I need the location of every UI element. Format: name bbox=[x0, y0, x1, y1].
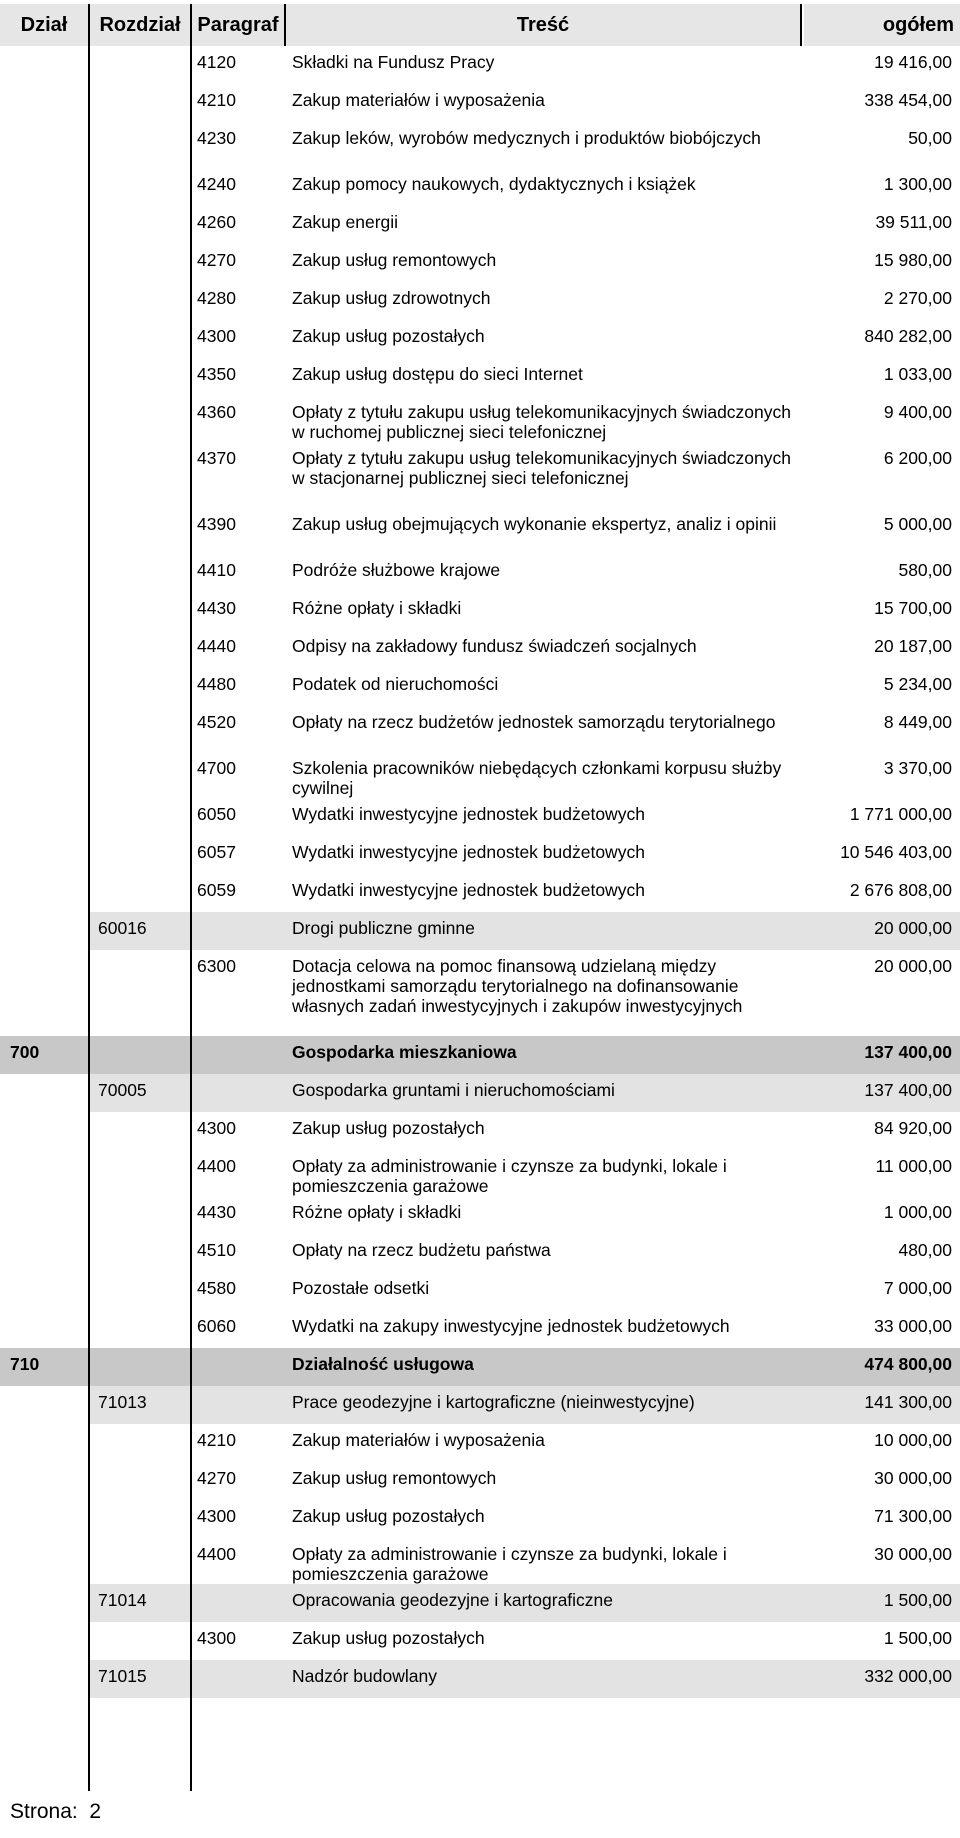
row-description: Zakup usług pozostałych bbox=[292, 1628, 485, 1648]
paragraf-code: 4300 bbox=[197, 1506, 236, 1526]
paragraf-row bbox=[0, 874, 960, 912]
paragraf-row bbox=[0, 554, 960, 592]
paragraf-code: 4120 bbox=[197, 52, 236, 72]
paragraf-row bbox=[0, 1112, 960, 1150]
rozdzial-code: 71015 bbox=[98, 1666, 147, 1686]
row-description: Zakup usług remontowych bbox=[292, 250, 497, 270]
paragraf-code: 4400 bbox=[197, 1544, 236, 1564]
paragraf-row bbox=[0, 84, 960, 122]
paragraf-code: 4300 bbox=[197, 1628, 236, 1648]
row-description: Drogi publiczne gminne bbox=[292, 918, 475, 938]
row-amount: 20 000,00 bbox=[874, 956, 952, 976]
paragraf-code: 4410 bbox=[197, 560, 236, 580]
paragraf-code: 6300 bbox=[197, 956, 236, 976]
row-description: Prace geodezyjne i kartograficzne (nieinwestycyjne) bbox=[292, 1392, 695, 1412]
row-amount: 15 700,00 bbox=[874, 598, 952, 618]
row-amount: 1 500,00 bbox=[883, 1628, 952, 1648]
row-amount: 6 200,00 bbox=[883, 448, 952, 468]
header-dzial: Dział bbox=[0, 4, 88, 46]
paragraf-code: 4700 bbox=[197, 758, 236, 778]
row-amount: 10 546 403,00 bbox=[840, 842, 952, 862]
paragraf-row bbox=[0, 1538, 960, 1584]
row-description: Wydatki inwestycyjne jednostek budżetowych bbox=[292, 842, 645, 862]
paragraf-row bbox=[0, 668, 960, 706]
row-amount: 11 000,00 bbox=[875, 1156, 952, 1176]
row-description: Zakup usług zdrowotnych bbox=[292, 288, 491, 308]
paragraf-code: 4260 bbox=[197, 212, 236, 232]
paragraf-row bbox=[0, 122, 960, 168]
row-description: Zakup leków, wyrobów medycznych i produktów biobójczych bbox=[292, 128, 761, 148]
paragraf-code: 4440 bbox=[197, 636, 236, 656]
row-amount: 3 370,00 bbox=[883, 758, 952, 778]
rozdzial-code: 71013 bbox=[98, 1392, 147, 1412]
rozdzial-row bbox=[0, 1584, 960, 1622]
row-description: Zakup pomocy naukowych, dydaktycznych i książek bbox=[292, 174, 696, 194]
row-description: Wydatki inwestycyjne jednostek budżetowych bbox=[292, 880, 645, 900]
column-line-dzial bbox=[88, 4, 90, 46]
row-amount: 2 270,00 bbox=[883, 288, 952, 308]
row-amount: 1 771 000,00 bbox=[849, 804, 952, 824]
paragraf-row bbox=[0, 1500, 960, 1538]
row-description: Opłaty za administrowanie i czynsze za budynki, lokale i pomieszczenia garażowe bbox=[292, 1156, 727, 1196]
header-ogolem: ogółem bbox=[804, 4, 960, 46]
row-amount: 2 676 808,00 bbox=[849, 880, 952, 900]
rozdzial-row bbox=[0, 912, 960, 950]
column-line-paragraf bbox=[284, 4, 286, 46]
paragraf-code: 4360 bbox=[197, 402, 236, 422]
row-description: Odpisy na zakładowy fundusz świadczeń socjalnych bbox=[292, 636, 697, 656]
header-rozdzial: Rozdział bbox=[90, 4, 190, 46]
row-amount: 20 000,00 bbox=[874, 918, 952, 938]
row-description: Działalność usługowa bbox=[292, 1354, 474, 1374]
rozdzial-row bbox=[0, 1074, 960, 1112]
paragraf-row bbox=[0, 282, 960, 320]
row-description: Zakup energii bbox=[292, 212, 399, 232]
row-description: Wydatki na zakupy inwestycyjne jednostek budżetowych bbox=[292, 1316, 730, 1336]
header-paragraf: Paragraf bbox=[192, 4, 284, 46]
column-line-dzial-body bbox=[88, 46, 90, 1791]
column-line-rozdzial bbox=[190, 4, 192, 46]
row-description: Zakup usług pozostałych bbox=[292, 1118, 485, 1138]
row-description: Opłaty za administrowanie i czynsze za budynki, lokale i pomieszczenia garażowe bbox=[292, 1544, 727, 1584]
paragraf-code: 4230 bbox=[197, 128, 236, 148]
footer-page-number: 2 bbox=[89, 1800, 102, 1823]
dzial-row bbox=[0, 1036, 960, 1074]
row-description: Nadzór budowlany bbox=[292, 1666, 437, 1686]
paragraf-row bbox=[0, 46, 960, 84]
rozdzial-code: 60016 bbox=[98, 918, 147, 938]
paragraf-row bbox=[0, 320, 960, 358]
row-amount: 1 500,00 bbox=[883, 1590, 952, 1610]
paragraf-row bbox=[0, 706, 960, 752]
row-description: Zakup materiałów i wyposażenia bbox=[292, 90, 545, 110]
row-description: Szkolenia pracowników niebędących członkami korpusu służby cywilnej bbox=[292, 758, 782, 798]
row-amount: 71 300,00 bbox=[874, 1506, 952, 1526]
paragraf-code: 4480 bbox=[197, 674, 236, 694]
paragraf-code: 4520 bbox=[197, 712, 236, 732]
row-description: Opłaty na rzecz budżetów jednostek samorządu terytorialnego bbox=[292, 712, 776, 732]
row-description: Zakup usług obejmujących wykonanie ekspertyz, analiz i opinii bbox=[292, 514, 777, 534]
row-description: Opłaty z tytułu zakupu usług telekomunikacyjnych świadczonych w stacjonarnej publicznej sieci telefonicznej bbox=[292, 448, 791, 488]
row-description: Opracowania geodezyjne i kartograficzne bbox=[292, 1590, 614, 1610]
row-amount: 20 187,00 bbox=[874, 636, 952, 656]
paragraf-code: 4390 bbox=[197, 514, 236, 534]
row-description: Gospodarka mieszkaniowa bbox=[292, 1042, 517, 1062]
row-amount: 1 000,00 bbox=[883, 1202, 952, 1222]
paragraf-row bbox=[0, 592, 960, 630]
dzial-row bbox=[0, 1348, 960, 1386]
paragraf-row bbox=[0, 1150, 960, 1196]
row-amount: 30 000,00 bbox=[874, 1468, 952, 1488]
row-amount: 840 282,00 bbox=[864, 326, 952, 346]
row-amount: 1 300,00 bbox=[883, 174, 952, 194]
paragraf-code: 4580 bbox=[197, 1278, 236, 1298]
row-amount: 84 920,00 bbox=[874, 1118, 952, 1138]
row-description: Różne opłaty i składki bbox=[292, 1202, 462, 1222]
footer-label: Strona: bbox=[10, 1800, 78, 1823]
paragraf-row bbox=[0, 1234, 960, 1272]
paragraf-row bbox=[0, 1196, 960, 1234]
row-amount: 19 416,00 bbox=[874, 52, 952, 72]
paragraf-code: 6059 bbox=[197, 880, 236, 900]
row-description: Opłaty na rzecz budżetu państwa bbox=[292, 1240, 551, 1260]
header-divider bbox=[800, 4, 802, 46]
paragraf-row bbox=[0, 798, 960, 836]
paragraf-code: 4510 bbox=[197, 1240, 236, 1260]
row-amount: 137 400,00 bbox=[864, 1080, 952, 1100]
rozdzial-row bbox=[0, 1386, 960, 1424]
paragraf-row bbox=[0, 396, 960, 442]
paragraf-row bbox=[0, 244, 960, 282]
paragraf-row bbox=[0, 1622, 960, 1660]
paragraf-code: 4430 bbox=[197, 1202, 236, 1222]
row-amount: 30 000,00 bbox=[874, 1544, 952, 1564]
rozdzial-code: 70005 bbox=[98, 1080, 147, 1100]
paragraf-code: 4430 bbox=[197, 598, 236, 618]
dzial-code: 700 bbox=[10, 1042, 40, 1062]
row-amount: 480,00 bbox=[898, 1240, 952, 1260]
paragraf-code: 4210 bbox=[197, 1430, 236, 1450]
paragraf-row bbox=[0, 950, 960, 1036]
paragraf-code: 4300 bbox=[197, 1118, 236, 1138]
row-description: Podatek od nieruchomości bbox=[292, 674, 499, 694]
paragraf-code: 4300 bbox=[197, 326, 236, 346]
paragraf-code: 4270 bbox=[197, 1468, 236, 1488]
row-amount: 580,00 bbox=[898, 560, 952, 580]
paragraf-row bbox=[0, 168, 960, 206]
row-amount: 137 400,00 bbox=[864, 1042, 952, 1062]
row-description: Gospodarka gruntami i nieruchomościami bbox=[292, 1080, 615, 1100]
row-amount: 5 000,00 bbox=[883, 514, 952, 534]
paragraf-row bbox=[0, 836, 960, 874]
paragraf-row bbox=[0, 630, 960, 668]
row-description: Opłaty z tytułu zakupu usług telekomunikacyjnych świadczonych w ruchomej publicznej sieci telefonicznej bbox=[292, 402, 791, 442]
row-description: Wydatki inwestycyjne jednostek budżetowych bbox=[292, 804, 645, 824]
paragraf-code: 4280 bbox=[197, 288, 236, 308]
row-amount: 7 000,00 bbox=[883, 1278, 952, 1298]
paragraf-row bbox=[0, 206, 960, 244]
row-description: Różne opłaty i składki bbox=[292, 598, 462, 618]
paragraf-row bbox=[0, 1424, 960, 1462]
row-description: Dotacja celowa na pomoc finansową udzielaną między jednostkami samorządu terytorialnego na dofinansowanie własnych zadań inwestycyjnych i zakupów inwestycyjnych bbox=[292, 956, 743, 1016]
row-description: Pozostałe odsetki bbox=[292, 1278, 430, 1298]
paragraf-code: 6060 bbox=[197, 1316, 236, 1336]
paragraf-row bbox=[0, 358, 960, 396]
paragraf-code: 6050 bbox=[197, 804, 236, 824]
row-amount: 33 000,00 bbox=[874, 1316, 952, 1336]
paragraf-row bbox=[0, 752, 960, 798]
column-line-rozdzial-body bbox=[190, 46, 192, 1791]
row-description: Zakup materiałów i wyposażenia bbox=[292, 1430, 545, 1450]
row-amount: 39 511,00 bbox=[875, 212, 952, 232]
paragraf-row bbox=[0, 1310, 960, 1348]
row-description: Zakup usług remontowych bbox=[292, 1468, 497, 1488]
page-footer bbox=[10, 1800, 101, 1824]
row-amount: 8 449,00 bbox=[883, 712, 952, 732]
row-amount: 1 033,00 bbox=[883, 364, 952, 384]
rozdzial-row bbox=[0, 1660, 960, 1698]
row-description: Zakup usług pozostałych bbox=[292, 326, 485, 346]
paragraf-code: 4240 bbox=[197, 174, 236, 194]
row-amount: 332 000,00 bbox=[864, 1666, 952, 1686]
dzial-code: 710 bbox=[10, 1354, 40, 1374]
row-amount: 338 454,00 bbox=[864, 90, 952, 110]
row-amount: 50,00 bbox=[908, 128, 952, 148]
row-amount: 5 234,00 bbox=[883, 674, 952, 694]
row-description: Składki na Fundusz Pracy bbox=[292, 52, 495, 72]
paragraf-code: 4400 bbox=[197, 1156, 236, 1176]
paragraf-row bbox=[0, 442, 960, 508]
row-amount: 141 300,00 bbox=[864, 1392, 952, 1412]
row-amount: 15 980,00 bbox=[874, 250, 952, 270]
paragraf-code: 4210 bbox=[197, 90, 236, 110]
rozdzial-code: 71014 bbox=[98, 1590, 147, 1610]
paragraf-code: 4370 bbox=[197, 448, 236, 468]
row-description: Zakup usług pozostałych bbox=[292, 1506, 485, 1526]
header-tresc: Treść bbox=[286, 4, 800, 46]
paragraf-row bbox=[0, 1272, 960, 1310]
paragraf-row bbox=[0, 1462, 960, 1500]
row-amount: 10 000,00 bbox=[874, 1430, 952, 1450]
paragraf-code: 4350 bbox=[197, 364, 236, 384]
row-amount: 474 800,00 bbox=[864, 1354, 952, 1374]
row-amount: 9 400,00 bbox=[883, 402, 952, 422]
row-description: Zakup usług dostępu do sieci Internet bbox=[292, 364, 583, 384]
row-description: Podróże służbowe krajowe bbox=[292, 560, 501, 580]
paragraf-code: 6057 bbox=[197, 842, 236, 862]
paragraf-code: 4270 bbox=[197, 250, 236, 270]
paragraf-row bbox=[0, 508, 960, 554]
